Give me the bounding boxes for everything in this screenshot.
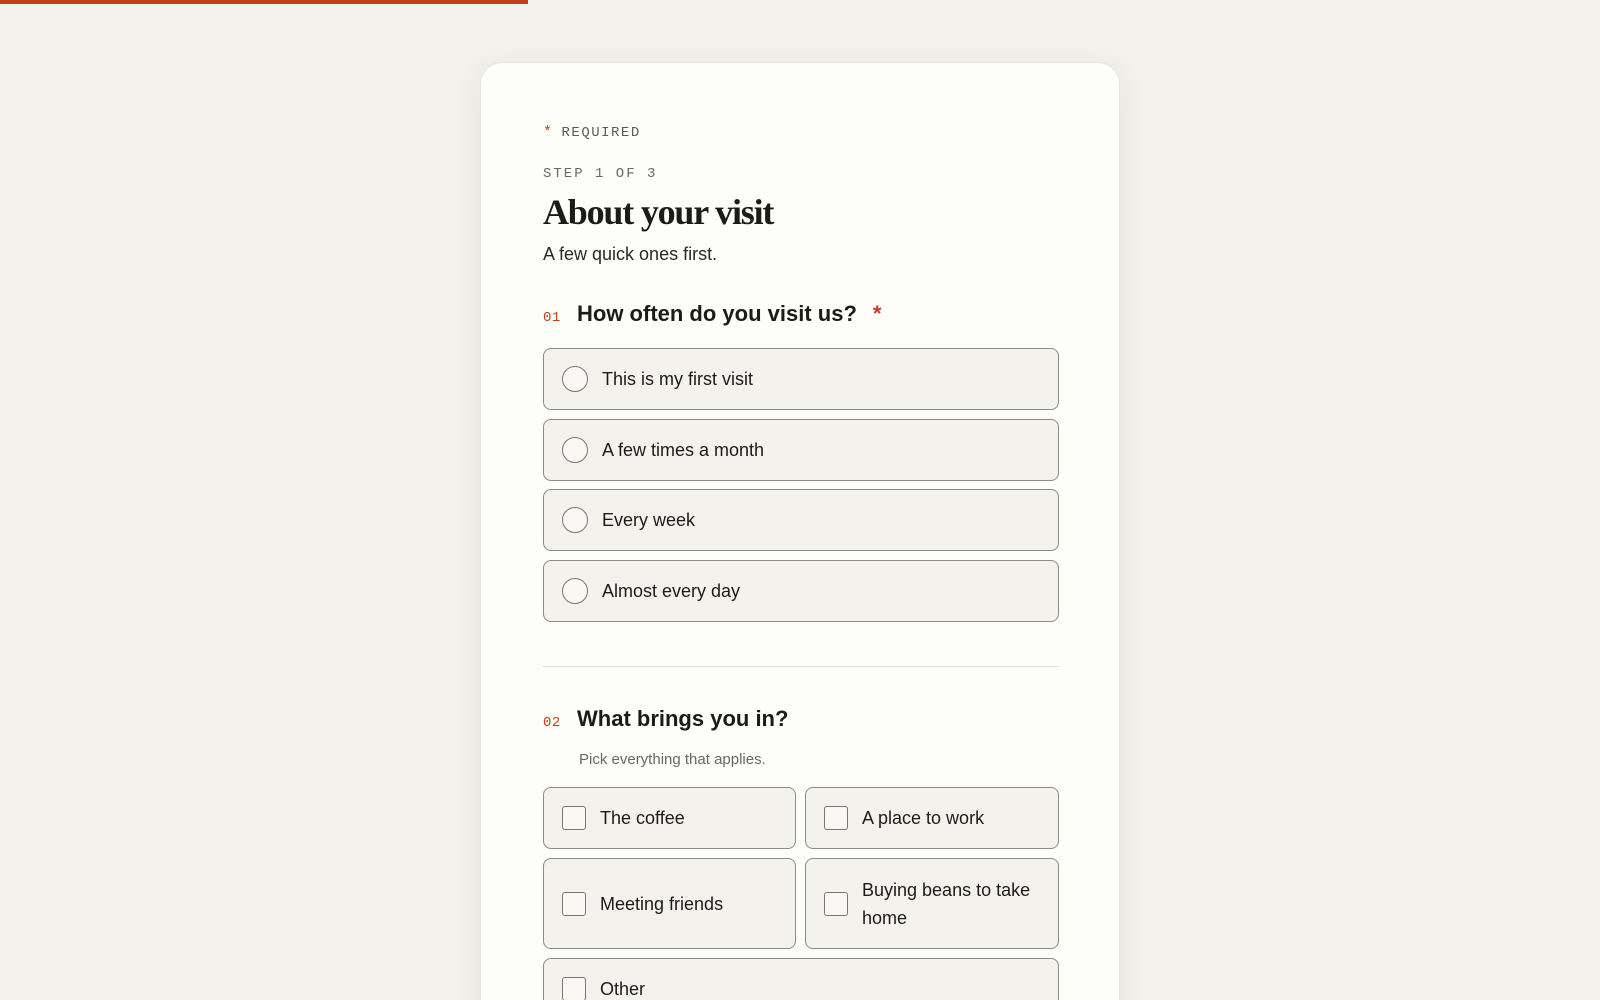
radio-option-first-visit[interactable]	[543, 348, 1059, 410]
required-legend-label: REQUIRED	[561, 124, 641, 141]
checkbox-option-place-to-work[interactable]	[805, 787, 1059, 849]
option-label: Meeting friends	[600, 893, 724, 914]
radio-button-icon[interactable]	[562, 578, 588, 604]
progress-bar-fill	[0, 0, 528, 4]
question-number: 01	[543, 310, 561, 326]
checkbox-option-coffee[interactable]	[543, 787, 796, 849]
step-indicator: STEP 1 OF 3	[543, 166, 658, 182]
radio-option-few-times-month[interactable]	[543, 419, 1059, 481]
option-label: A few times a month	[602, 440, 765, 460]
radio-button-icon[interactable]	[562, 437, 588, 463]
question-text: What brings you in?	[577, 706, 789, 731]
required-asterisk-icon: *	[543, 124, 554, 141]
option-label: Every week	[602, 510, 696, 530]
question-number: 02	[543, 715, 561, 731]
option-label: The coffee	[600, 808, 685, 828]
question-1-header	[543, 301, 881, 327]
checkbox-icon[interactable]	[562, 806, 586, 830]
required-asterisk-icon: *	[872, 301, 882, 326]
progress-bar	[0, 0, 1600, 4]
radio-option-every-week[interactable]	[543, 489, 1059, 551]
question-hint: Pick everything that applies.	[579, 751, 766, 768]
option-label: Almost every day	[602, 581, 741, 601]
section-divider	[543, 666, 1059, 667]
radio-button-icon[interactable]	[562, 366, 588, 392]
option-label: Other	[600, 979, 646, 999]
question-text: How often do you visit us?	[577, 301, 857, 326]
option-label: This is my first visit	[602, 369, 753, 389]
page-title: About your visit	[543, 192, 774, 232]
option-label: Buying beans to take home	[862, 879, 1031, 928]
question-2-header	[543, 706, 788, 732]
radio-button-icon[interactable]	[562, 507, 588, 533]
checkbox-option-meeting-friends[interactable]	[543, 858, 796, 949]
checkbox-option-other[interactable]	[543, 958, 1059, 1000]
checkbox-icon[interactable]	[562, 977, 586, 1000]
checkbox-option-buying-beans[interactable]	[805, 858, 1059, 949]
checkbox-icon[interactable]	[824, 806, 848, 830]
checkbox-icon[interactable]	[824, 892, 848, 916]
page-subtitle: A few quick ones first.	[543, 244, 718, 264]
required-legend	[543, 124, 641, 141]
option-label: A place to work	[862, 808, 985, 828]
radio-option-almost-every-day[interactable]	[543, 560, 1059, 622]
checkbox-icon[interactable]	[562, 892, 586, 916]
survey-card	[480, 62, 1120, 1000]
